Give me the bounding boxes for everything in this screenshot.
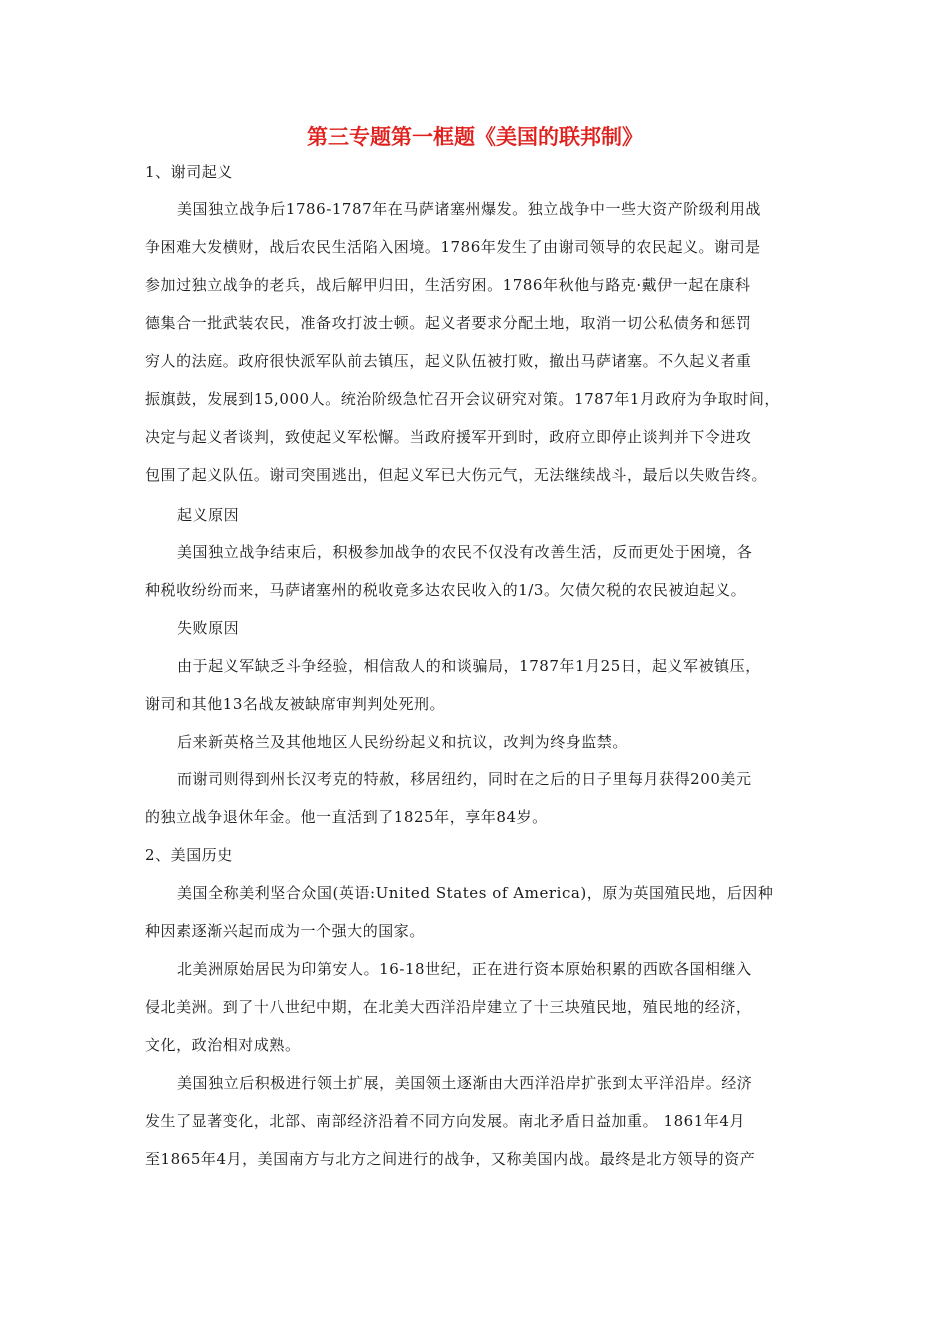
- paragraph-line: 美国独立战争结束后，积极参加战争的农民不仅没有改善生活，反而更处于困境，各: [177, 543, 753, 561]
- paragraph-line: 穷人的法庭。政府很快派军队前去镇压，起义队伍被打败，撤出马萨诸塞。不久起义者重: [145, 352, 752, 370]
- paragraph-line: 北美洲原始居民为印第安人。16-18世纪，正在进行资本原始积累的西欧各国相继入: [177, 960, 752, 978]
- paragraph-line: 种因素逐渐兴起而成为一个强大的国家。: [145, 922, 425, 940]
- paragraph-line: 后来新英格兰及其他地区人民纷纷起义和抗议，改判为终身监禁。: [177, 733, 628, 751]
- paragraph-line: 参加过独立战争的老兵，战后解甲归田，生活穷困。1786年秋他与路克·戴伊一起在康科: [145, 276, 751, 294]
- paragraph-line: 振旗鼓，发展到15,000人。统治阶级急忙召开会议研究对策。1787年1月政府为争取时间，: [145, 390, 780, 408]
- document-title: 第三专题第一框题《美国的联邦制》: [307, 124, 643, 149]
- paragraph-line: 德集合一批武装农民，准备攻打波士顿。起义者要求分配土地，取消一切公私债务和惩罚: [145, 314, 752, 332]
- paragraph-line: 文化，政治相对成熟。: [145, 1036, 301, 1054]
- paragraph-line: 决定与起义者谈判，致使起义军松懈。当政府援军开到时，政府立即停止谈判并下令进攻: [145, 428, 752, 446]
- paragraph-line: 争困难大发横财，战后农民生活陷入困境。1786年发生了由谢司领导的农民起义。谢司是: [145, 238, 761, 256]
- paragraph-line: 由于起义军缺乏斗争经验，相信敌人的和谈骗局，1787年1月25日，起义军被镇压，: [177, 657, 761, 675]
- paragraph-line: 的独立战争退休年金。他一直活到了1825年，享年84岁。: [145, 808, 548, 826]
- paragraph-line: 而谢司则得到州长汉考克的特赦，移居纽约，同时在之后的日子里每月获得200美元: [177, 770, 752, 788]
- paragraph-line: 谢司和其他13名战友被缺席审判判处死刑。: [145, 695, 446, 713]
- subheading-failure: 失败原因: [177, 619, 240, 637]
- paragraph-line: 美国独立后积极进行领土扩展，美国领土逐渐由大西洋沿岸扩张到太平洋沿岸。经济: [177, 1074, 753, 1092]
- paragraph-line: 美国全称美利坚合众国(英语:United States of America)，原为英国殖民地，后因种: [177, 884, 774, 902]
- section-heading-us-history: 2、美国历史: [145, 846, 233, 864]
- paragraph-line: 种税收纷纷而来，马萨诸塞州的税收竟多达农民收入的1/3。欠债欠税的农民被迫起义。: [145, 581, 747, 599]
- paragraph-line: 至1865年4月，美国南方与北方之间进行的战争，又称美国内战。最终是北方领导的资产: [145, 1150, 756, 1168]
- paragraph-line: 发生了显著变化，北部、南部经济沿着不同方向发展。南北矛盾日益加重。 1861年4月: [145, 1112, 746, 1130]
- paragraph-line: 美国独立战争后1786-1787年在马萨诸塞州爆发。独立战争中一些大资产阶级利用战: [177, 200, 761, 218]
- paragraph-line: 包围了起义队伍。谢司突围逃出，但起义军已大伤元气，无法继续战斗，最后以失败告终。: [145, 466, 768, 484]
- subheading-cause: 起义原因: [177, 506, 240, 524]
- paragraph-line: 侵北美洲。到了十八世纪中期，在北美大西洋沿岸建立了十三块殖民地，殖民地的经济，: [145, 998, 752, 1016]
- section-heading-shays-rebellion: 1、谢司起义: [145, 163, 233, 181]
